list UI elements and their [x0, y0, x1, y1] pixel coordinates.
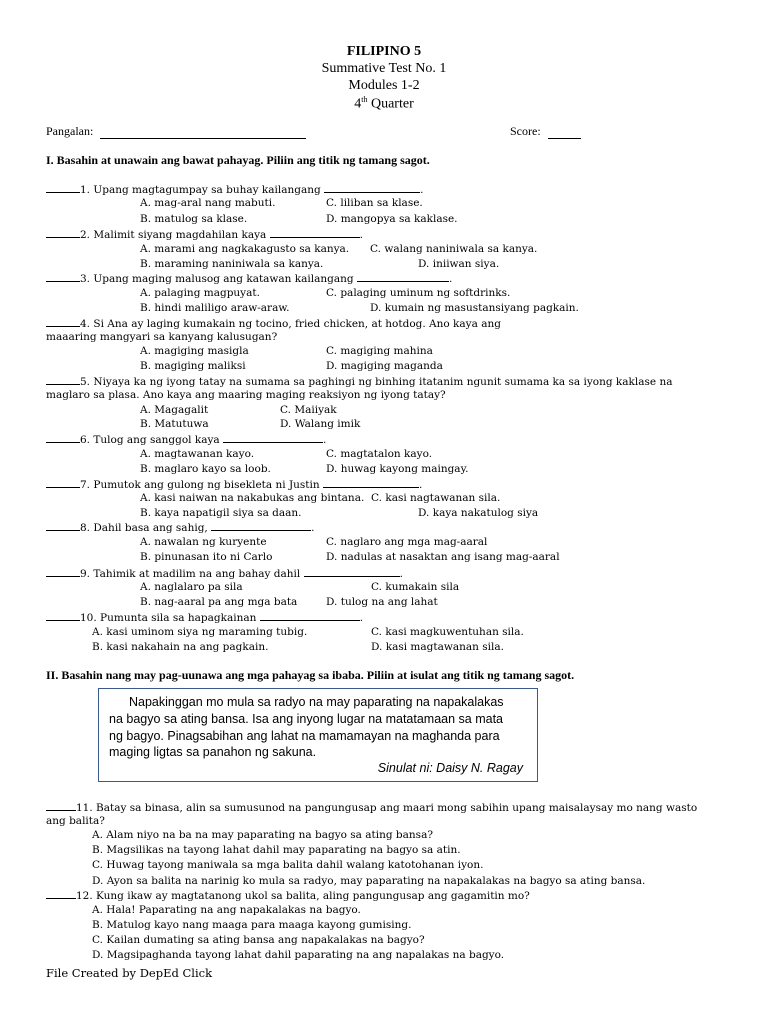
- choice-11a: A. Alam niyo na ba na may paparating na bagyo sa ating bansa?: [92, 829, 433, 841]
- choice-4d: D. magiging maganda: [326, 360, 443, 372]
- choice-8b: B. pinunasan ito ni Carlo: [140, 551, 273, 563]
- question-5: 5. Niyaya ka ng iyong tatay na sumama sa paghingi ng binhing itatanim ngunit sumama ka sa iyong kaklase na: [46, 374, 673, 389]
- question-1: 1. Upang magtagumpay sa buhay kailangang .: [46, 182, 423, 197]
- choice-11c: C. Huwag tayong maniwala sa mga balita dahil walang katotohanan iyon.: [92, 859, 484, 871]
- question-10: 10. Pumunta sila sa hapagkainan .: [46, 610, 363, 625]
- choice-7c: C. kasi nagtawanan sila.: [371, 492, 501, 504]
- score-field: [510, 124, 581, 139]
- score-label: Score:: [510, 124, 541, 138]
- question-11: 11. Batay sa binasa, alin sa sumusunod na pangungusap ang maari mong sabihin upang maisalaysay mo nang wasto: [46, 800, 697, 815]
- choice-2b: B. maraming naniniwala sa kanya.: [140, 258, 324, 270]
- choice-10d: D. kasi magtawanan sila.: [371, 641, 504, 653]
- choice-5b: B. Matutuwa: [140, 418, 209, 430]
- passage-line-1: Napakinggan mo mula sa radyo na may paparating na napakalakas: [129, 695, 504, 709]
- question-3: 3. Upang maging malusog ang katawan kailangang .: [46, 271, 452, 286]
- question-12: 12. Kung ikaw ay magtatanong ukol sa balita, aling pangungusap ang gagamitin mo?: [46, 888, 530, 903]
- passage-line-3: ng bagyo. Pinagsabihan ang lahat na mamamayan na maghanda para: [109, 729, 500, 743]
- name-label: Pangalan:: [46, 124, 94, 138]
- news-passage-box: [98, 688, 538, 782]
- test-subtitle: Summative Test No. 1: [321, 61, 447, 76]
- choice-1a: A. mag-aral nang mabuti.: [140, 197, 276, 209]
- choice-5a: A. Magagalit: [140, 404, 209, 416]
- choice-8d: D. nadulas at nasaktan ang isang mag-aaral: [326, 551, 560, 563]
- question-8: 8. Dahil basa ang sahig, .: [46, 520, 314, 535]
- choice-5d: D. Walang imik: [280, 418, 361, 430]
- passage-author: Sinulat ni: Daisy N. Ragay: [377, 761, 523, 775]
- passage-line-2: na bagyo sa ating bansa. Isa ang inyong lugar na matatamaan sa mata: [109, 712, 504, 726]
- question-2: 2. Malimit siyang magdahilan kaya .: [46, 227, 363, 242]
- question-6: 6. Tulog ang sanggol kaya .: [46, 432, 326, 447]
- choice-9b: B. nag-aaral pa ang mga bata: [140, 596, 298, 608]
- choice-9a: A. naglalaro pa sila: [140, 581, 243, 593]
- name-field: [46, 124, 306, 139]
- choice-6c: C. magtatalon kayo.: [326, 448, 433, 460]
- choice-5c: C. Maiiyak: [280, 404, 337, 416]
- choice-4a: A. magiging masigla: [140, 345, 249, 357]
- choice-12a: A. Hala! Paparating na ang napakalakas na bagyo.: [92, 904, 361, 916]
- passage-line-4: maging ligtas sa panahon ng sakuna.: [109, 745, 317, 759]
- score-blank[interactable]: [548, 127, 581, 139]
- choice-2c: C. walang naniniwala sa kanya.: [370, 243, 538, 255]
- choice-10a: A. kasi uminom siya ng maraming tubig.: [92, 626, 308, 638]
- choice-6a: A. magtawanan kayo.: [140, 448, 255, 460]
- choice-2d: D. iniiwan siya.: [418, 258, 500, 270]
- choice-1d: D. mangopya sa kaklase.: [326, 213, 458, 225]
- footer-credit: File Created by DepEd Click: [46, 966, 213, 980]
- choice-8c: C. naglaro ang mga mag-aaral: [326, 536, 488, 548]
- choice-11b: B. Magsilikas na tayong lahat dahil may paparating na bagyo sa atin.: [92, 844, 461, 856]
- section-2-instructions: II. Basahin nang may pag-uunawa ang mga pahayag sa ibaba. Piliin at isulat ang titik ng tamang sagot.: [46, 668, 575, 682]
- choice-4c: C. magiging mahina: [326, 345, 433, 357]
- choice-12b: B. Matulog kayo nang maaga para maaga kayong gumising.: [92, 919, 412, 931]
- choice-6d: D. huwag kayong maingay.: [326, 463, 469, 475]
- name-blank[interactable]: [100, 127, 306, 139]
- question-4-cont: maaaring mangyari sa kanyang kalusugan?: [46, 331, 278, 343]
- question-9: 9. Tahimik at madilim na ang bahay dahil .: [46, 566, 403, 581]
- choice-12d: D. Magsipaghanda tayong lahat dahil paparating na ang napalakas na bagyo.: [92, 949, 505, 961]
- test-modules: Modules 1-2: [348, 78, 420, 93]
- test-title: FILIPINO 5: [346, 44, 422, 59]
- choice-1c: C. liliban sa klase.: [326, 197, 423, 209]
- question-11-cont: ang balita?: [46, 815, 105, 827]
- question-5-cont: maglaro sa plasa. Ano kaya ang maaring maging reaksiyon ng iyong tatay?: [46, 389, 446, 401]
- choice-6b: B. maglaro kayo sa loob.: [140, 463, 271, 475]
- test-quarter: 4th Quarter: [354, 95, 414, 112]
- choice-3d: D. kumain ng masustansiyang pagkain.: [370, 302, 579, 314]
- choice-7a: A. kasi naiwan na nakabukas ang bintana.: [140, 492, 365, 504]
- choice-8a: A. nawalan ng kuryente: [140, 536, 267, 548]
- choice-1b: B. matulog sa klase.: [140, 213, 248, 225]
- choice-10b: B. kasi nakahain na ang pagkain.: [92, 641, 269, 653]
- choice-4b: B. magiging maliksi: [140, 360, 246, 372]
- choice-2a: A. marami ang nagkakagusto sa kanya.: [140, 243, 350, 255]
- choice-7b: B. kaya napatigil siya sa daan.: [140, 507, 302, 519]
- choice-11d: D. Ayon sa balita na narinig ko mula sa radyo, may paparating na napakalakas na bagyo sa ating bansa.: [92, 875, 646, 887]
- choice-9d: D. tulog na ang lahat: [326, 596, 438, 608]
- choice-12c: C. Kailan dumating sa ating bansa ang napakalakas na bagyo?: [92, 934, 425, 946]
- question-4: 4. Si Ana ay laging kumakain ng tocino, fried chicken, at hotdog. Ano kaya ang: [46, 316, 501, 331]
- choice-3a: A. palaging magpuyat.: [140, 287, 260, 299]
- choice-7d: D. kaya nakatulog siya: [418, 507, 539, 519]
- choice-10c: C. kasi magkuwentuhan sila.: [371, 626, 524, 638]
- choice-9c: C. kumakain sila: [371, 581, 460, 593]
- choice-3b: B. hindi maliligo araw-araw.: [140, 302, 290, 314]
- question-7: 7. Pumutok ang gulong ng bisekleta ni Justin .: [46, 477, 422, 492]
- choice-3c: C. palaging uminum ng softdrinks.: [326, 287, 511, 299]
- section-1-instructions: I. Basahin at unawain ang bawat pahayag. Piliin ang titik ng tamang sagot.: [46, 153, 430, 167]
